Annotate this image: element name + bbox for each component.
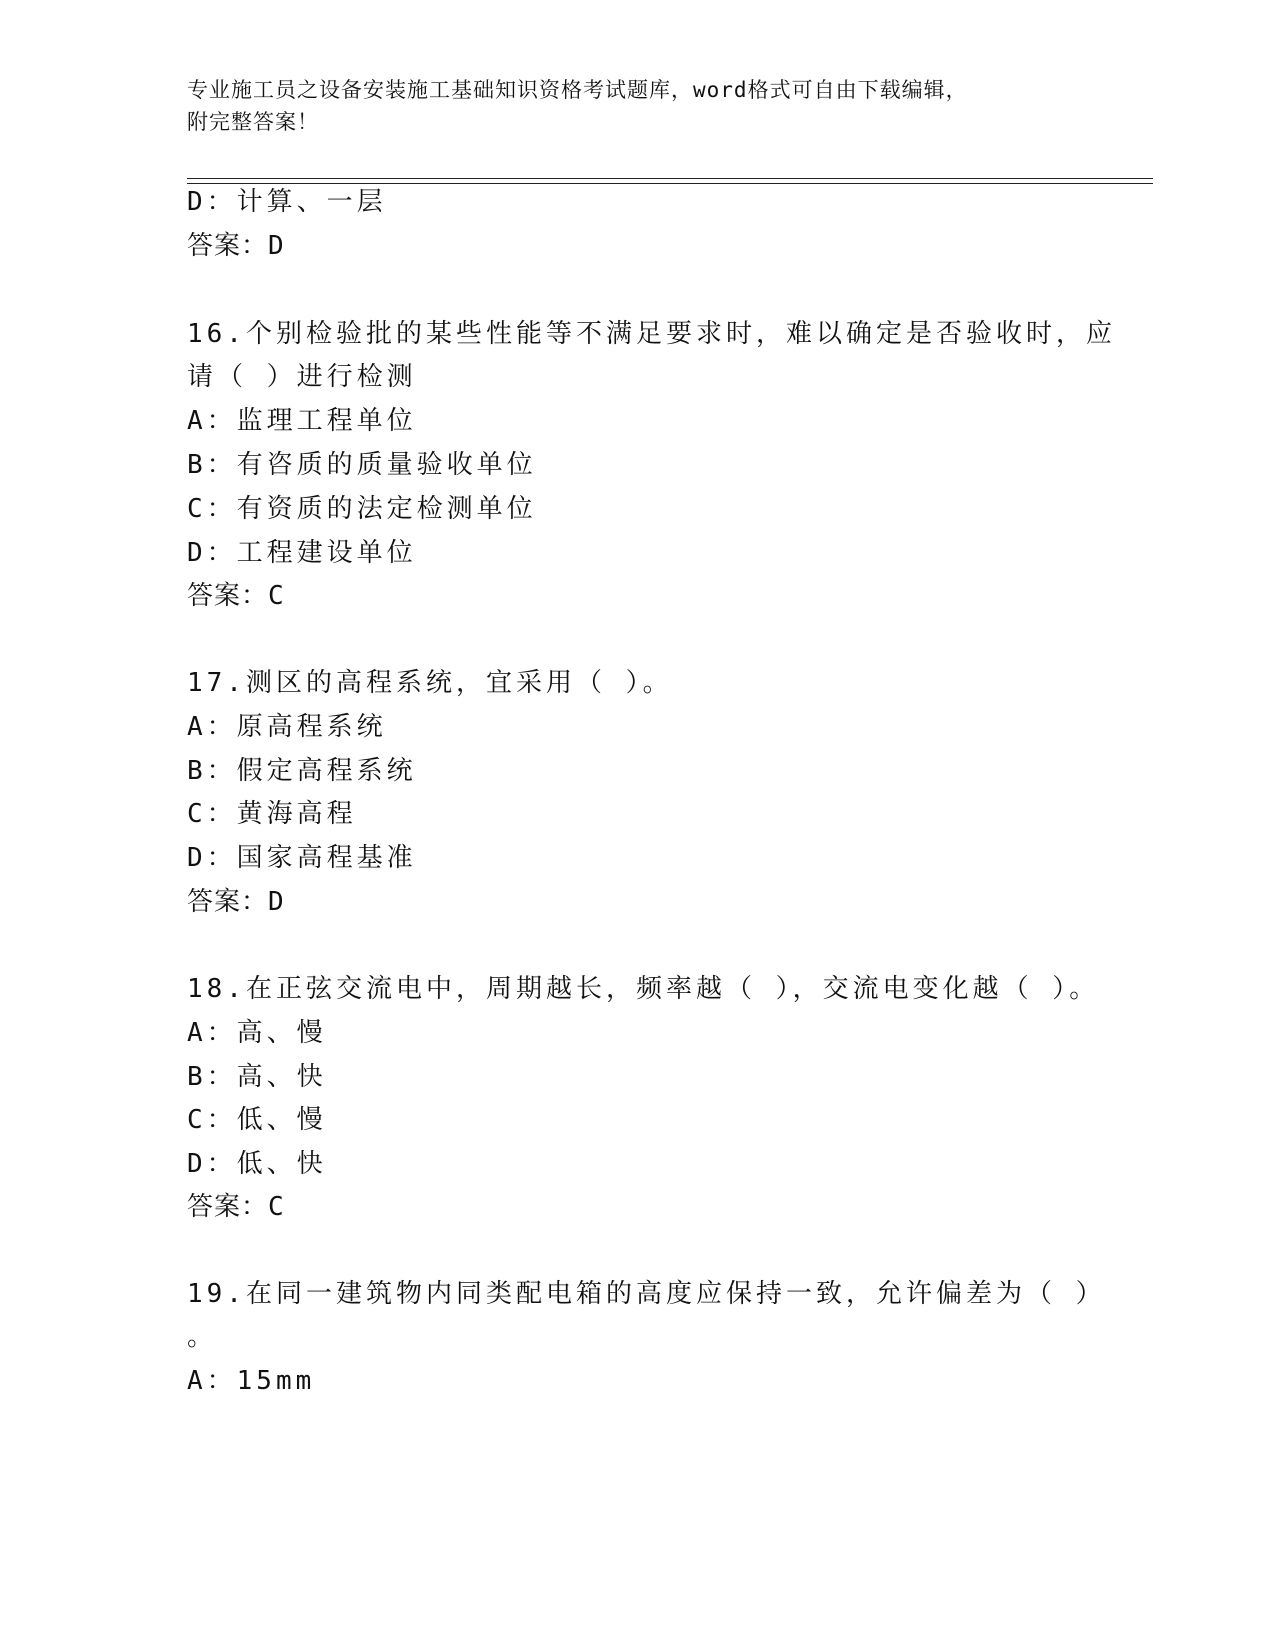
- q18-option-a: A：高、慢: [187, 1018, 327, 1048]
- q16-option-d: D：工程建设单位: [187, 538, 417, 568]
- answer-label: 答案：: [187, 581, 269, 611]
- answer-label: 答案：: [187, 231, 269, 261]
- q18-option-c: C：低、慢: [187, 1105, 327, 1135]
- answer-value: C: [268, 1192, 285, 1222]
- q15-answer: [187, 229, 285, 263]
- q16-option-b: B：有咨质的质量验收单位: [187, 450, 537, 480]
- q18-option-b: B：高、快: [187, 1062, 327, 1092]
- q17-option-c: C：黄海高程: [187, 799, 357, 829]
- q18-option-d: D：低、快: [187, 1149, 327, 1179]
- q15-option-d: D：计算、一层: [187, 187, 387, 217]
- header-divider: [187, 178, 1153, 184]
- q16-stem-line-2: 请（ ）进行检测: [187, 362, 417, 392]
- q19-option-a: A：15mm: [187, 1366, 316, 1396]
- document-header: [187, 74, 1067, 138]
- q16-option-a: A：监理工程单位: [187, 406, 417, 436]
- q16-stem-line-1: 16.个别检验批的某些性能等不满足要求时，难以确定是否验收时，应: [187, 319, 1116, 349]
- q19-stem-line-1: 19.在同一建筑物内同类配电箱的高度应保持一致，允许偏差为（ ）: [187, 1279, 1106, 1309]
- header-line-1: 专业施工员之设备安装施工基础知识资格考试题库，word格式可自由下载编辑，: [187, 78, 968, 102]
- q19-stem-line-2: 。: [187, 1322, 218, 1352]
- q16-answer: [187, 579, 285, 613]
- answer-value: D: [268, 887, 285, 917]
- answer-value: D: [268, 231, 285, 261]
- q17-option-b: B：假定高程系统: [187, 756, 417, 786]
- answer-label: 答案：: [187, 1192, 269, 1222]
- answer-label: 答案：: [187, 887, 269, 917]
- answer-value: C: [268, 581, 285, 611]
- q16-option-c: C：有资质的法定检测单位: [187, 494, 537, 524]
- q17-option-d: D：国家高程基准: [187, 843, 417, 873]
- q17-answer: [187, 885, 285, 919]
- header-line-2: 附完整答案！: [187, 110, 319, 134]
- q17-option-a: A：原高程系统: [187, 712, 387, 742]
- q18-stem: 18.在正弦交流电中，周期越长，频率越（ ），交流电变化越（ ）。: [187, 974, 1100, 1004]
- q17-stem: 17.测区的高程系统，宜采用（ ）。: [187, 668, 673, 698]
- q18-answer: [187, 1190, 285, 1224]
